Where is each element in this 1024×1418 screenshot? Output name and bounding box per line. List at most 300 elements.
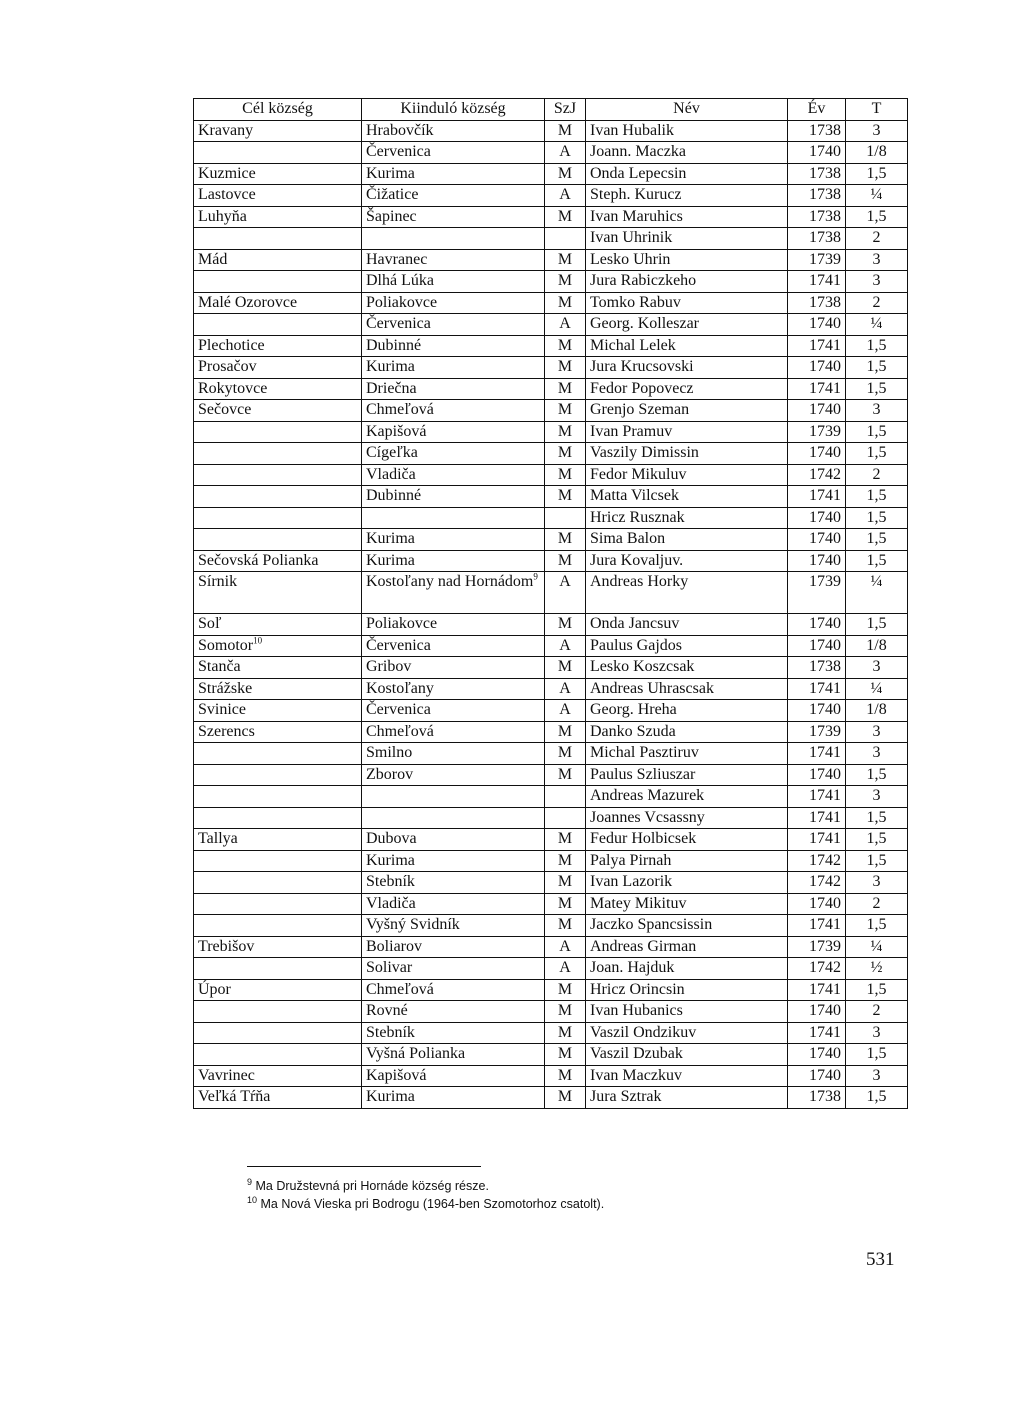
cell-cel-kozseg: Rokytovce	[194, 378, 362, 400]
cell-kiindulo-kozseg: Kurima	[362, 1087, 545, 1109]
cell-ev: 1740	[788, 314, 846, 336]
table-row	[194, 421, 908, 443]
cell-ev: 1741	[788, 1022, 846, 1044]
footnote-separator	[247, 1166, 481, 1167]
cell-ev: 1739	[788, 572, 846, 614]
cell-szj: A	[545, 678, 586, 700]
footnote-reference: 10	[253, 635, 263, 646]
table-row	[194, 550, 908, 572]
cell-ev: 1740	[788, 142, 846, 164]
cell-t: 3	[846, 721, 908, 743]
cell-t: 1,5	[846, 829, 908, 851]
table-row	[194, 850, 908, 872]
cell-ev: 1740	[788, 357, 846, 379]
cell-cel-kozseg	[194, 743, 362, 765]
cell-nev: Ivan Lazorik	[586, 872, 788, 894]
cell-kiindulo-kozseg: Vyšný Svidník	[362, 915, 545, 937]
cell-ev: 1741	[788, 271, 846, 293]
cell-szj: M	[545, 464, 586, 486]
cell-cel-kozseg	[194, 764, 362, 786]
cell-cel-kozseg	[194, 529, 362, 551]
table-row	[194, 142, 908, 164]
cell-cel-kozseg: Vavrinec	[194, 1065, 362, 1087]
cell-nev: Palya Pirnah	[586, 850, 788, 872]
cell-ev: 1740	[788, 550, 846, 572]
cell-t: 3	[846, 786, 908, 808]
cell-kiindulo-kozseg: Kurima	[362, 529, 545, 551]
cell-t: 1,5	[846, 163, 908, 185]
cell-nev: Andreas Mazurek	[586, 786, 788, 808]
table-row	[194, 228, 908, 250]
table-row	[194, 464, 908, 486]
cell-cel-kozseg	[194, 464, 362, 486]
cell-cel-kozseg	[194, 271, 362, 293]
cell-ev: 1741	[788, 678, 846, 700]
table-row	[194, 635, 908, 657]
cell-kiindulo-kozseg: Červenica	[362, 635, 545, 657]
cell-kiindulo-kozseg	[362, 228, 545, 250]
cell-kiindulo-kozseg: Kurima	[362, 850, 545, 872]
cell-szj: M	[545, 529, 586, 551]
cell-kiindulo-kozseg: Šapinec	[362, 206, 545, 228]
cell-t: ¼	[846, 314, 908, 336]
cell-ev: 1740	[788, 507, 846, 529]
cell-cel-kozseg	[194, 314, 362, 336]
cell-szj: M	[545, 357, 586, 379]
cell-szj: A	[545, 700, 586, 722]
cell-nev: Ivan Uhrinik	[586, 228, 788, 250]
cell-nev: Vaszily Dimissin	[586, 443, 788, 465]
cell-kiindulo-kozseg: Chmeľová	[362, 721, 545, 743]
table-row	[194, 1022, 908, 1044]
table-row	[194, 678, 908, 700]
cell-nev: Fedur Holbicsek	[586, 829, 788, 851]
cell-t: 1,5	[846, 1044, 908, 1066]
cell-ev: 1741	[788, 743, 846, 765]
cell-t: 1,5	[846, 206, 908, 228]
cell-t: ¼	[846, 185, 908, 207]
cell-t: ¼	[846, 572, 908, 614]
cell-t: 1,5	[846, 1087, 908, 1109]
table-row	[194, 314, 908, 336]
cell-nev: Ivan Pramuv	[586, 421, 788, 443]
cell-cel-kozseg	[194, 1001, 362, 1023]
footnotes	[247, 1177, 897, 1213]
cell-t: 3	[846, 271, 908, 293]
table-row	[194, 185, 908, 207]
cell-cel-kozseg	[194, 421, 362, 443]
cell-ev: 1740	[788, 1001, 846, 1023]
cell-nev: Ivan Hubanics	[586, 1001, 788, 1023]
cell-ev: 1741	[788, 915, 846, 937]
cell-ev: 1741	[788, 335, 846, 357]
cell-nev: Jura Krucsovski	[586, 357, 788, 379]
cell-ev: 1740	[788, 764, 846, 786]
footnote-text: Ma Nová Vieska pri Bodrogu (1964-ben Szomotorhoz csatolt).	[260, 1197, 605, 1211]
table-row	[194, 292, 908, 314]
cell-kiindulo-kozseg: Kurima	[362, 550, 545, 572]
table-row	[194, 958, 908, 980]
cell-ev: 1741	[788, 829, 846, 851]
table-body	[194, 120, 908, 1108]
cell-cel-kozseg: Trebišov	[194, 936, 362, 958]
cell-szj: M	[545, 1044, 586, 1066]
header-nev: Név	[586, 99, 788, 121]
cell-ev: 1738	[788, 228, 846, 250]
cell-ev: 1740	[788, 529, 846, 551]
table-row	[194, 936, 908, 958]
cell-nev: Lesko Uhrin	[586, 249, 788, 271]
cell-nev: Ivan Maczkuv	[586, 1065, 788, 1087]
cell-ev: 1738	[788, 1087, 846, 1109]
cell-cel-kozseg: Mád	[194, 249, 362, 271]
cell-szj: A	[545, 185, 586, 207]
table-row	[194, 529, 908, 551]
data-table	[193, 98, 908, 1109]
cell-kiindulo-kozseg: Čižatice	[362, 185, 545, 207]
cell-ev: 1738	[788, 657, 846, 679]
cell-t: 1/8	[846, 142, 908, 164]
table-row	[194, 893, 908, 915]
cell-szj: M	[545, 915, 586, 937]
cell-nev: Matta Vilcsek	[586, 486, 788, 508]
cell-ev: 1738	[788, 185, 846, 207]
cell-nev: Tomko Rabuv	[586, 292, 788, 314]
table-row	[194, 657, 908, 679]
cell-cel-kozseg	[194, 915, 362, 937]
cell-nev: Jura Rabiczkeho	[586, 271, 788, 293]
cell-cel-kozseg: Stanča	[194, 657, 362, 679]
table-row	[194, 271, 908, 293]
footnote-marker: 9	[247, 1176, 253, 1187]
cell-cel-kozseg: Strážske	[194, 678, 362, 700]
cell-t: 3	[846, 1065, 908, 1087]
cell-t: 1,5	[846, 335, 908, 357]
table-row	[194, 206, 908, 228]
cell-t: 2	[846, 292, 908, 314]
cell-kiindulo-kozseg: Kostoľany nad Hornádom$^9$	[362, 572, 545, 614]
cell-kiindulo-kozseg: Rovné	[362, 1001, 545, 1023]
cell-cel-kozseg	[194, 850, 362, 872]
cell-cel-kozseg: Veľká Tŕňa	[194, 1087, 362, 1109]
table-row	[194, 807, 908, 829]
cell-nev: Michal Lelek	[586, 335, 788, 357]
cell-ev: 1741	[788, 807, 846, 829]
cell-szj: M	[545, 829, 586, 851]
cell-ev: 1740	[788, 614, 846, 636]
header-cel-kozseg: Cél község	[194, 99, 362, 121]
cell-kiindulo-kozseg: Chmeľová	[362, 400, 545, 422]
cell-szj: A	[545, 572, 586, 614]
cell-t: 3	[846, 1022, 908, 1044]
cell-kiindulo-kozseg: Vladiča	[362, 893, 545, 915]
cell-kiindulo-kozseg: Vladiča	[362, 464, 545, 486]
cell-nev: Georg. Hreha	[586, 700, 788, 722]
cell-cel-kozseg: Luhyňa	[194, 206, 362, 228]
table-row	[194, 163, 908, 185]
table-row	[194, 357, 908, 379]
cell-cel-kozseg	[194, 443, 362, 465]
table-row	[194, 764, 908, 786]
cell-cel-kozseg: Plechotice	[194, 335, 362, 357]
cell-szj: A	[545, 635, 586, 657]
cell-szj: M	[545, 1022, 586, 1044]
cell-cel-kozseg	[194, 507, 362, 529]
header-t: T	[846, 99, 908, 121]
table-row	[194, 486, 908, 508]
cell-nev: Andreas Uhrascsak	[586, 678, 788, 700]
table-row	[194, 1001, 908, 1023]
cell-nev: Onda Lepecsin	[586, 163, 788, 185]
cell-cel-kozseg: Kuzmice	[194, 163, 362, 185]
cell-kiindulo-kozseg: Kostoľany	[362, 678, 545, 700]
cell-t: 1,5	[846, 529, 908, 551]
cell-t: 2	[846, 1001, 908, 1023]
cell-t: 1/8	[846, 635, 908, 657]
table-row	[194, 572, 908, 614]
cell-kiindulo-kozseg	[362, 507, 545, 529]
table-row	[194, 614, 908, 636]
cell-t: 1,5	[846, 486, 908, 508]
header-ev: Év	[788, 99, 846, 121]
cell-t: ¼	[846, 678, 908, 700]
table-row	[194, 249, 908, 271]
cell-kiindulo-kozseg: Gribov	[362, 657, 545, 679]
cell-ev: 1740	[788, 635, 846, 657]
cell-t: 1,5	[846, 421, 908, 443]
cell-kiindulo-kozseg: Stebník	[362, 1022, 545, 1044]
footnote-text: Ma Družstevná pri Hornáde község része.	[255, 1179, 489, 1193]
cell-szj: M	[545, 1065, 586, 1087]
cell-nev: Ivan Hubalik	[586, 120, 788, 142]
cell-nev: Ivan Maruhics	[586, 206, 788, 228]
table-row	[194, 786, 908, 808]
footnote-marker: 10	[247, 1194, 258, 1205]
cell-t: 3	[846, 400, 908, 422]
cell-t: 3	[846, 120, 908, 142]
cell-t: ½	[846, 958, 908, 980]
cell-nev: Joann. Maczka	[586, 142, 788, 164]
cell-szj: M	[545, 421, 586, 443]
footnote-9	[247, 1177, 897, 1195]
cell-t: 1,5	[846, 979, 908, 1001]
cell-kiindulo-kozseg: Kurima	[362, 163, 545, 185]
header-row	[194, 99, 908, 121]
cell-szj: A	[545, 936, 586, 958]
cell-kiindulo-kozseg: Poliakovce	[362, 292, 545, 314]
cell-kiindulo-kozseg: Solivar	[362, 958, 545, 980]
cell-cel-kozseg: Szerencs	[194, 721, 362, 743]
cell-ev: 1738	[788, 163, 846, 185]
cell-ev: 1738	[788, 120, 846, 142]
cell-nev: Jaczko Spancsissin	[586, 915, 788, 937]
cell-kiindulo-kozseg: Chmeľová	[362, 979, 545, 1001]
cell-nev: Vaszil Dzubak	[586, 1044, 788, 1066]
cell-cel-kozseg	[194, 1044, 362, 1066]
cell-kiindulo-kozseg: Dubova	[362, 829, 545, 851]
cell-nev: Matey Mikituv	[586, 893, 788, 915]
cell-nev: Grenjo Szeman	[586, 400, 788, 422]
cell-t: 1,5	[846, 357, 908, 379]
cell-t: 1,5	[846, 507, 908, 529]
cell-ev: 1741	[788, 378, 846, 400]
cell-kiindulo-kozseg: Boliarov	[362, 936, 545, 958]
cell-cel-kozseg: Svinice	[194, 700, 362, 722]
cell-ev: 1739	[788, 421, 846, 443]
cell-ev: 1739	[788, 249, 846, 271]
cell-szj: M	[545, 271, 586, 293]
cell-cel-kozseg: Prosačov	[194, 357, 362, 379]
cell-cel-kozseg: Kravany	[194, 120, 362, 142]
cell-ev: 1740	[788, 1044, 846, 1066]
cell-nev: Paulus Gajdos	[586, 635, 788, 657]
table-row	[194, 743, 908, 765]
cell-nev: Michal Pasztiruv	[586, 743, 788, 765]
cell-kiindulo-kozseg: Stebník	[362, 872, 545, 894]
cell-t: 1,5	[846, 443, 908, 465]
cell-ev: 1739	[788, 721, 846, 743]
cell-szj: M	[545, 163, 586, 185]
cell-kiindulo-kozseg: Dlhá Lúka	[362, 271, 545, 293]
cell-t: 2	[846, 893, 908, 915]
cell-t: 1,5	[846, 807, 908, 829]
cell-szj: M	[545, 120, 586, 142]
cell-szj: M	[545, 486, 586, 508]
cell-nev: Jura Kovaljuv.	[586, 550, 788, 572]
cell-szj: A	[545, 142, 586, 164]
cell-cel-kozseg	[194, 893, 362, 915]
cell-cel-kozseg	[194, 958, 362, 980]
cell-t: 3	[846, 872, 908, 894]
cell-kiindulo-kozseg: Dubinné	[362, 335, 545, 357]
table-row	[194, 829, 908, 851]
cell-kiindulo-kozseg: Červenica	[362, 142, 545, 164]
page-number: 531	[866, 1249, 895, 1270]
table-row	[194, 1044, 908, 1066]
cell-ev: 1742	[788, 958, 846, 980]
cell-szj	[545, 507, 586, 529]
cell-szj: M	[545, 979, 586, 1001]
table-row	[194, 443, 908, 465]
cell-nev: Joannes Vcsassny	[586, 807, 788, 829]
cell-ev: 1740	[788, 1065, 846, 1087]
cell-nev: Vaszil Ondzikuv	[586, 1022, 788, 1044]
cell-ev: 1741	[788, 979, 846, 1001]
cell-szj	[545, 807, 586, 829]
cell-kiindulo-kozseg: Smilno	[362, 743, 545, 765]
cell-kiindulo-kozseg: Driečna	[362, 378, 545, 400]
cell-szj: M	[545, 292, 586, 314]
cell-t: 1,5	[846, 915, 908, 937]
cell-ev: 1738	[788, 292, 846, 314]
cell-kiindulo-kozseg: Poliakovce	[362, 614, 545, 636]
cell-nev: Fedor Mikuluv	[586, 464, 788, 486]
cell-nev: Hricz Rusznak	[586, 507, 788, 529]
table-row	[194, 335, 908, 357]
table-row	[194, 700, 908, 722]
cell-t: 1,5	[846, 550, 908, 572]
cell-nev: Steph. Kurucz	[586, 185, 788, 207]
cell-nev: Andreas Girman	[586, 936, 788, 958]
table-row	[194, 507, 908, 529]
table-row	[194, 1065, 908, 1087]
cell-t: 2	[846, 464, 908, 486]
cell-cel-kozseg: Soľ	[194, 614, 362, 636]
cell-szj: M	[545, 378, 586, 400]
cell-szj	[545, 786, 586, 808]
cell-kiindulo-kozseg: Červenica	[362, 314, 545, 336]
cell-ev: 1740	[788, 893, 846, 915]
cell-szj: M	[545, 743, 586, 765]
cell-cel-kozseg	[194, 872, 362, 894]
cell-szj: M	[545, 249, 586, 271]
cell-szj: A	[545, 958, 586, 980]
cell-ev: 1740	[788, 443, 846, 465]
cell-szj: M	[545, 657, 586, 679]
header-szj: SzJ	[545, 99, 586, 121]
cell-ev: 1742	[788, 850, 846, 872]
cell-cel-kozseg	[194, 1022, 362, 1044]
table-row	[194, 915, 908, 937]
cell-nev: Onda Jancsuv	[586, 614, 788, 636]
cell-kiindulo-kozseg: Cígeľka	[362, 443, 545, 465]
cell-szj: M	[545, 614, 586, 636]
cell-nev: Paulus Szliuszar	[586, 764, 788, 786]
header-kiindulo-kozseg: Kiinduló község	[362, 99, 545, 121]
table-row	[194, 120, 908, 142]
cell-nev: Hricz Orincsin	[586, 979, 788, 1001]
cell-kiindulo-kozseg: Kapišová	[362, 1065, 545, 1087]
cell-kiindulo-kozseg: Hrabovčík	[362, 120, 545, 142]
cell-nev: Lesko Koszcsak	[586, 657, 788, 679]
cell-t: 1,5	[846, 850, 908, 872]
cell-ev: 1741	[788, 786, 846, 808]
table-row	[194, 721, 908, 743]
cell-cel-kozseg	[194, 142, 362, 164]
cell-szj: M	[545, 550, 586, 572]
cell-nev: Joan. Hajduk	[586, 958, 788, 980]
cell-t: 3	[846, 743, 908, 765]
cell-nev: Sima Balon	[586, 529, 788, 551]
cell-ev: 1742	[788, 464, 846, 486]
cell-nev: Georg. Kolleszar	[586, 314, 788, 336]
cell-szj: A	[545, 314, 586, 336]
cell-t: 3	[846, 657, 908, 679]
footnote-reference: 9	[533, 571, 538, 582]
cell-ev: 1738	[788, 206, 846, 228]
cell-cel-kozseg	[194, 807, 362, 829]
cell-t: 2	[846, 228, 908, 250]
cell-cel-kozseg: Úpor	[194, 979, 362, 1001]
cell-kiindulo-kozseg: Havranec	[362, 249, 545, 271]
table-row	[194, 400, 908, 422]
cell-szj: M	[545, 764, 586, 786]
cell-szj: M	[545, 872, 586, 894]
cell-cel-kozseg: Malé Ozorovce	[194, 292, 362, 314]
cell-ev: 1741	[788, 486, 846, 508]
cell-szj: M	[545, 1087, 586, 1109]
cell-nev: Jura Sztrak	[586, 1087, 788, 1109]
table-header	[194, 99, 908, 121]
table-row	[194, 872, 908, 894]
cell-cel-kozseg: Somotor$^{10}$	[194, 635, 362, 657]
cell-szj	[545, 228, 586, 250]
cell-ev: 1740	[788, 700, 846, 722]
cell-kiindulo-kozseg: Vyšná Polianka	[362, 1044, 545, 1066]
cell-szj: M	[545, 1001, 586, 1023]
cell-cel-kozseg: Sečovce	[194, 400, 362, 422]
cell-cel-kozseg: Lastovce	[194, 185, 362, 207]
